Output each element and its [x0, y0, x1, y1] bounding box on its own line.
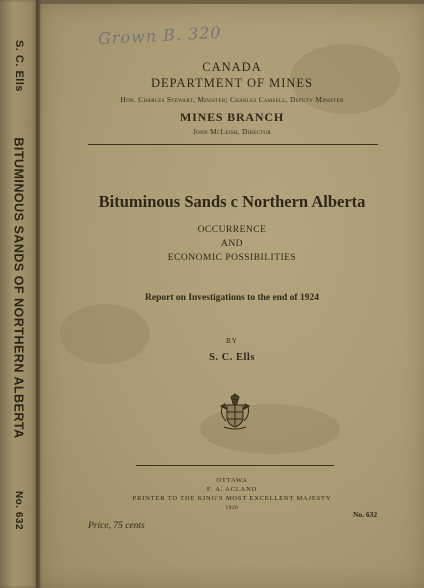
report-scope: Report on Investigations to the end of 1924 — [145, 293, 319, 303]
department-heading: DEPARTMENT OF MINES — [150, 76, 314, 90]
price-label: Price, 75 cents — [88, 521, 145, 531]
book-spine — [0, 0, 38, 588]
author-name: S. C. Ells — [209, 352, 255, 363]
imprint-printer-line: PRINTER TO THE KING'S MOST EXCELLENT MAJESTY — [132, 495, 332, 502]
spine-number: No. 632 — [13, 490, 25, 530]
coat-of-arms-icon — [218, 393, 252, 436]
publication-number: No. 632 — [353, 510, 378, 519]
spine-title: BITUMINOUS SANDS OF NORTHERN ALBERTA — [12, 137, 27, 439]
ministers-line: Hon. Charles Stewart, Minister; Charles Camsell, Deputy Minister — [120, 95, 344, 104]
imprint-year: 1926 — [225, 505, 239, 511]
document-title: Bituminous Sands c Northern Alberta — [98, 192, 366, 211]
handwritten-annotation: Grown B. 320 — [97, 22, 223, 49]
subtitle-line-2: AND — [220, 239, 244, 249]
subtitle-line-1: OCCURRENCE — [197, 225, 267, 235]
header-divider — [88, 144, 378, 145]
branch-heading: MINES BRANCH — [180, 110, 284, 124]
country-heading: CANADA — [202, 60, 262, 74]
imprint-city: OTTAWA — [216, 477, 248, 484]
subtitle-line-3: ECONOMIC POSSIBILITIES — [167, 253, 297, 263]
director-line: John McLeish, Director — [192, 127, 272, 136]
spine-author: S. C. Ells — [13, 39, 26, 93]
imprint-divider — [136, 465, 334, 466]
imprint-printer-name: F. A. ACLAND — [206, 486, 258, 493]
by-label: BY — [226, 337, 238, 345]
